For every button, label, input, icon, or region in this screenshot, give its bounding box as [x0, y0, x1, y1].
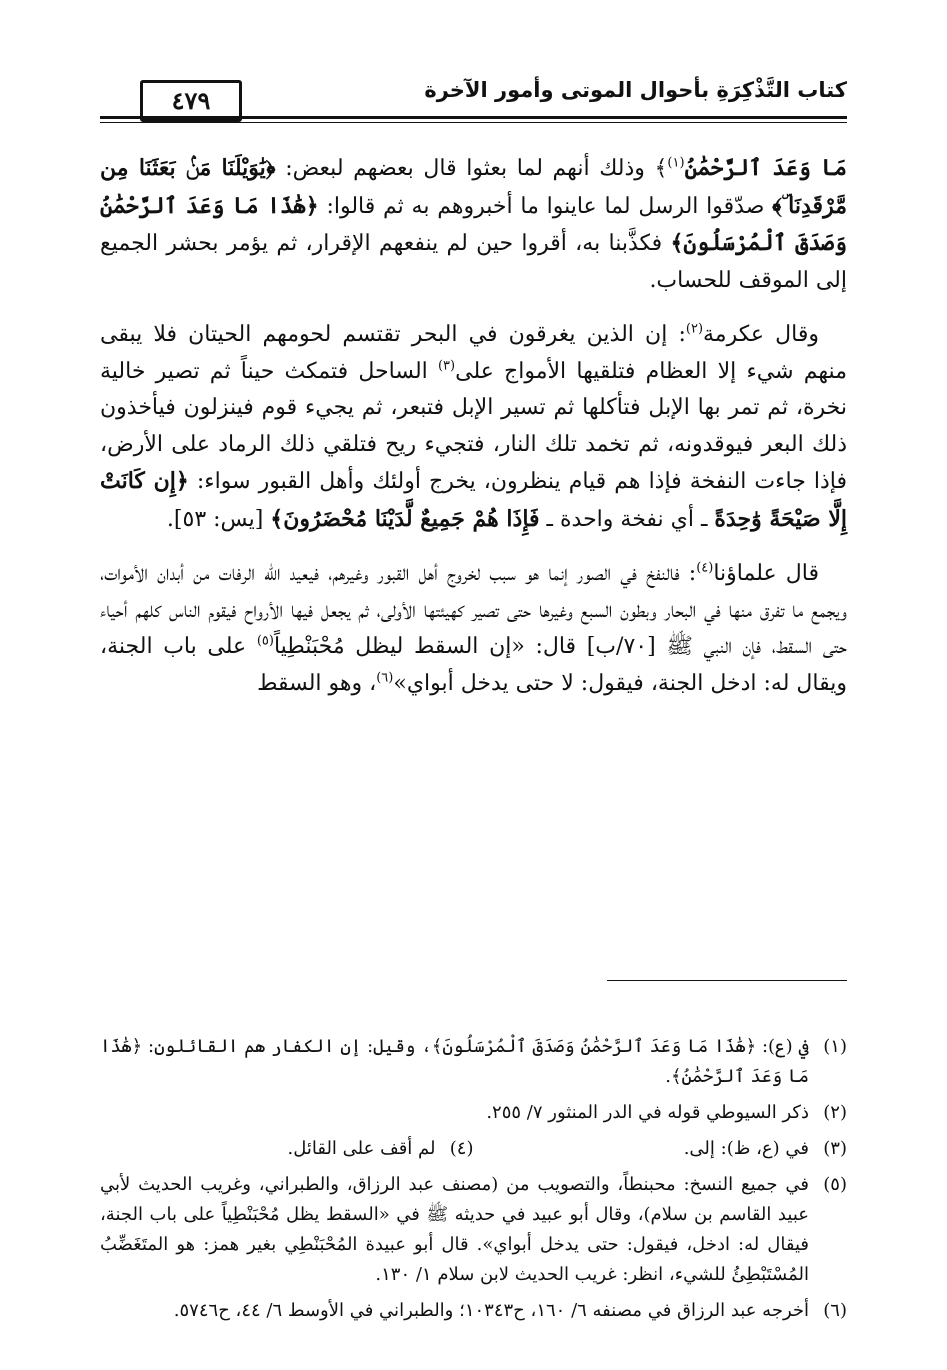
- text-run: وقال عكرمة: [703, 322, 819, 347]
- page-number: ٤٧٩: [140, 80, 242, 122]
- footnote-number: (٥): [823, 1174, 847, 1195]
- page-header: [100, 78, 847, 128]
- footnote-ref: (٦): [376, 670, 394, 686]
- footnote-number: (٣): [823, 1138, 847, 1159]
- footnotes: [100, 1032, 847, 1332]
- paragraph-2: [100, 317, 847, 538]
- footnote-3: [474, 1134, 848, 1164]
- footnote-number: (١): [823, 1036, 847, 1057]
- footnote-4: [100, 1134, 474, 1164]
- text-run: : إن الذين يغرقون في البحر تقتسم لحومهم الحيتان فلا يبقى منهم شيء إلا العظام فتلقيها الأمواج على: [100, 322, 847, 384]
- footnote-ref: (٣): [437, 358, 456, 374]
- text-run: [يس: ٥٣].: [166, 506, 271, 532]
- text-run: : فالنفخ في الصور إنما هو سبب لخروج أهل القبور وغيرهم، فيعيد الله الرفات من أبدان الأموات، ويجمع ما تفرق منها في البحار وبطون السبع وغيرها حتى تصير كهيئتها الأولى، ثم يجعل فيها الأرواح فيقوم الناس كلهم أحياء حتى السقط، فإن النبي ﷺ [٧٠/ب] قال: «إن السقط ليظل مُحْبَنْطِياً: [100, 561, 848, 659]
- footnote-text: لم أقف على القائل.: [287, 1138, 436, 1159]
- text-run: الساحل فتمكث حيناً ثم تصير خالية نخرة، ثم تمر بها الإبل فتأكلها ثم تسير الإبل فتبعر، ثم يجيء قوم فينزلون فيأخذون ذلك البعر فيوقدونه، ثم تخمد تلك النار، فتجيء ريح فتلقي ذلك الرماد على الأرض، فإذا جاءت النفخة فإذا هم قيام ينظرون، يخرج أولئك وأهل القبور سواء:: [100, 358, 847, 494]
- footnote-number: (٦): [823, 1300, 847, 1321]
- text-run: على باب الجنة، ويقال له: ادخل الجنة، فيقول: لا حتى يدخل أبواي»: [100, 634, 847, 696]
- header-rule-thick: [100, 116, 847, 119]
- quran-verse: ﴿هَٰذَا مَا وَعَدَ ٱلرَّحْمَٰنُ وَصَدَقَ ٱلْمُرْسَلُونَ﴾: [100, 192, 847, 256]
- footnote-text: ذكر السيوطي قوله في الدر المنثور ٧/ ٢٥٥.: [486, 1102, 809, 1123]
- text-run: ـ أي نفخة واحدة ـ: [539, 506, 715, 532]
- text-run: صدّقوا الرسل لما عاينوا ما أخبروهم به ثم قالوا:: [318, 193, 773, 219]
- quran-verse: مَا وَعَدَ ٱلرَّحْمَٰنُ: [684, 155, 847, 181]
- footnote-ref: (٤): [696, 560, 714, 576]
- footnote-row: [100, 1134, 847, 1170]
- header-rule-thin: [100, 122, 847, 123]
- footnote-text: في (ع، ظ): إلى.: [683, 1138, 809, 1159]
- footnote-text: أخرجه عبد الرزاق في مصنفه ٦/ ١٦٠، ح١٠٣٤٣؛ والطبراني في الأوسط ٦/ ٤٤، ح٥٧٤٦.: [173, 1300, 809, 1321]
- quran-verse: ﴿يَٰوَيْلَنَا مَنۢ بَعَثَنَا مِن مَّرْقَدِنَا ۜ﴾: [100, 155, 847, 219]
- footnote-ref: (٥): [256, 633, 274, 649]
- text-run: ، وهو السقط: [257, 670, 377, 696]
- text-run: قال علماؤنا: [713, 561, 819, 586]
- footnote-text: في (ع): ﴿هَٰذَا مَا وَعَدَ ٱلرَّحْمَٰنُ وَصَدَقَ ٱلْمُرْسَلُونَ﴾، وقيل: إن الكفار هم القائلون: ﴿هَٰذَا مَا وَعَدَ ٱلرَّحْمَٰنُ﴾.: [100, 1036, 809, 1087]
- paragraph-1: [100, 150, 847, 299]
- quran-verse: فَإِذَا هُمْ جَمِيعٌ لَّدَيْنَا مُحْضَرُونَ﴾: [270, 505, 540, 532]
- footnote-ref: (٢): [685, 321, 704, 337]
- text-run: فكذَّبنا به، أقروا حين لم ينفعهم الإقرار، ثم يؤمر بحشر الجميع إلى الموقف للحساب.: [100, 231, 847, 293]
- footnote-text: في جميع النسخ: محبنطاً، والتصويب من (مصنف عبد الرزاق، والطبراني، وغريب الحديث لأبي عبيد القاسم بن سلام)، وقال أبو عبيد في حديثه ﷺ في «السقط يظل مُحْبَنْطِياً على باب الجنة، فيقال له: ادخل، فيقول: حتى يدخل أبواي». قال أبو عبيدة المُحْبَنْطِي بغير همز: هو المتَغَضِّبُ المُسْتَبْطِئُ للشيء، انظر: غريب الحديث لابن سلام ١/ ١٣٠.: [100, 1174, 809, 1285]
- footnote-divider: [607, 980, 847, 981]
- quran-verse: ﴿إِن كَانَتْ إِلَّا صَيْحَةً وَٰحِدَةً: [100, 468, 847, 532]
- main-text: [100, 150, 847, 720]
- footnote-1: [100, 1032, 847, 1092]
- footnote-6: [100, 1296, 847, 1326]
- footnote-ref: (١): [667, 155, 685, 171]
- footnote-2: [100, 1098, 847, 1128]
- footnote-number: (٢): [823, 1102, 847, 1123]
- text-run: ﴾ وذلك أنهم لما بعثوا قال بعضهم لبعض:: [275, 156, 668, 181]
- footnote-5: [100, 1170, 847, 1290]
- book-title: كتاب التَّذْكِرَةِ بأحوال الموتى وأمور الآخرة: [424, 78, 847, 102]
- paragraph-3: [100, 556, 847, 702]
- footnote-number: (٤): [449, 1138, 474, 1159]
